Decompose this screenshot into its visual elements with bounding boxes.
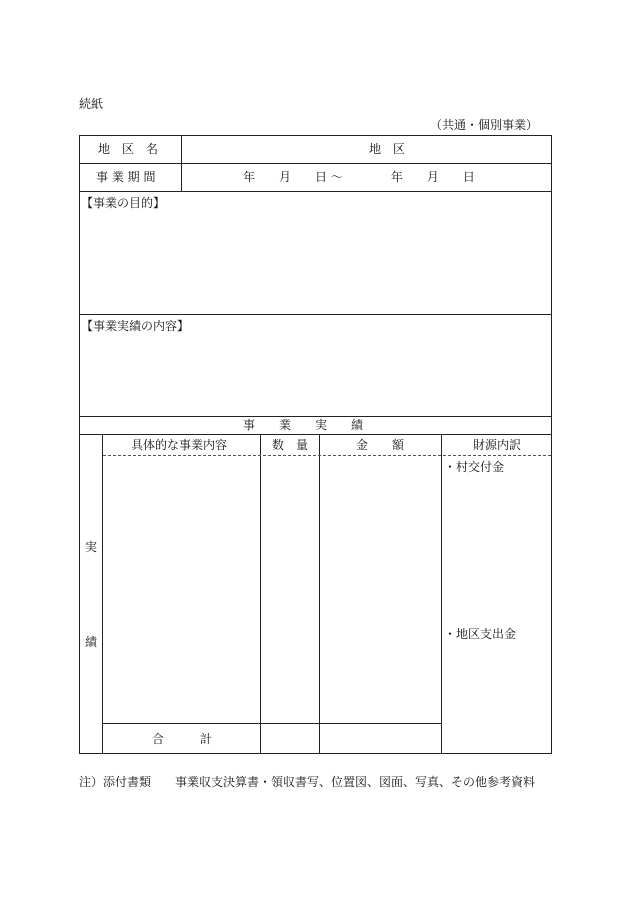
col-divider [319, 434, 320, 754]
frame-top [79, 135, 552, 136]
frame-bottom [79, 753, 552, 754]
frame-right [551, 135, 552, 754]
row-divider [79, 191, 552, 192]
page-title: 続紙 [79, 97, 104, 111]
col-header-amount: 金 額 [356, 438, 405, 452]
header-dashed-line [103, 455, 551, 456]
content-label: 【事業実績の内容】 [81, 319, 190, 333]
district-label: 地 区 名 [98, 142, 159, 156]
col-header-content: 具体的な事業内容 [131, 438, 228, 452]
frame-left [79, 135, 80, 754]
attachment-note: 注）添付書類 事業収支決算書・領収書写、位置図、図面、写真、その他参考資料 [79, 775, 536, 789]
side-label-2: 績 [84, 635, 97, 649]
col-divider [260, 434, 261, 754]
purpose-label: 【事業の目的】 [81, 196, 166, 210]
col-divider [441, 434, 442, 754]
section-divider [79, 416, 552, 417]
header-col-divider [181, 135, 182, 192]
total-label: 合 計 [152, 732, 213, 746]
category-label: （共通・個別事業） [430, 118, 539, 132]
section-divider [79, 434, 552, 435]
section-divider [79, 314, 552, 315]
funding-item-2: ・地区支出金 [444, 627, 517, 641]
total-row-divider [102, 723, 442, 724]
period-value: 年 月 日 〜 年 月 日 [243, 170, 475, 184]
side-label-1: 実 [84, 540, 97, 554]
col-header-funding: 財源内訳 [473, 438, 522, 452]
row-divider [79, 163, 552, 164]
district-value: 地 区 [369, 142, 406, 156]
period-label: 事 業 期 間 [96, 170, 156, 184]
side-col-divider [102, 434, 103, 754]
col-header-quantity: 数 量 [272, 438, 309, 452]
results-title: 事 業 実 績 [243, 418, 364, 432]
funding-item-1: ・村交付金 [444, 460, 505, 474]
